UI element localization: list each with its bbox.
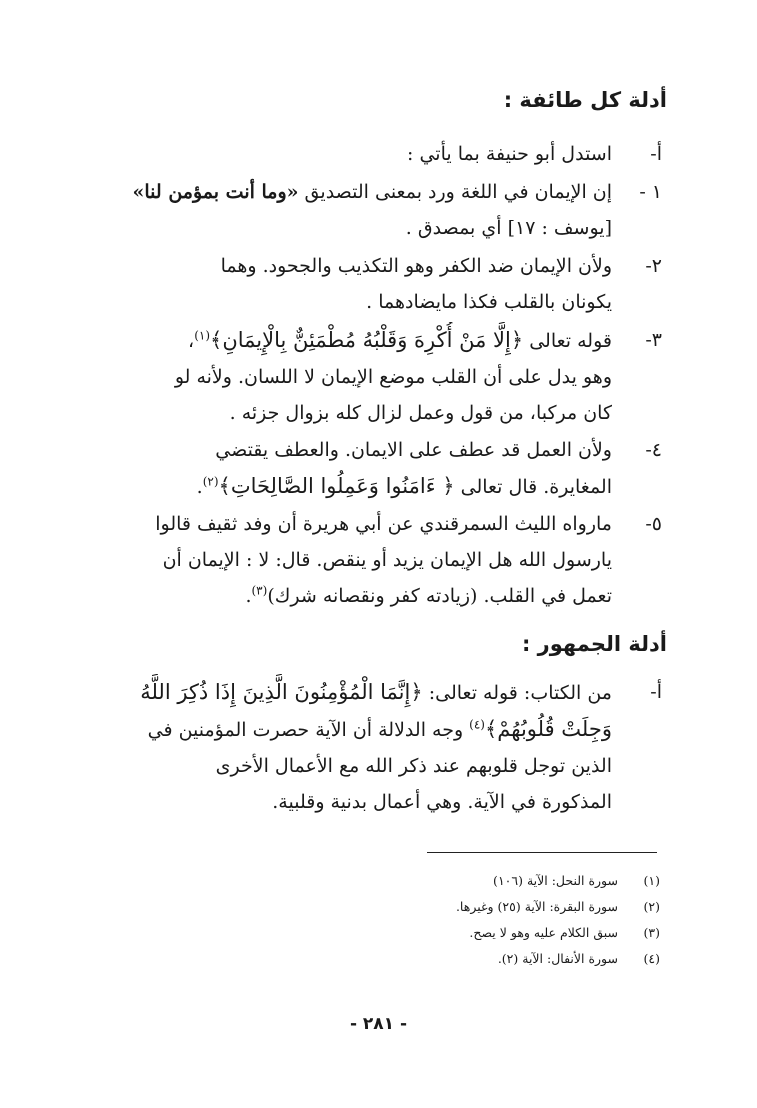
section-heading-evidence-of-each-group: أدلة كل طائفة : [503,88,667,112]
quran-verse: ﴿إِنَّمَا الْمُؤْمِنُونَ الَّذِينَ إِذَا ذُكِرَ اللَّهُ [140,680,423,704]
footnote-4: (٤) سورة الأنفال: الآية (٢). [497,951,660,966]
list-item-4: ٤- ولأن العمل قد عطف على الايمان. والعطف يقتضي المغايرة. قال تعالى ﴿ ءَامَنُوا وَعَمِلُوا الصَّالِحَاتِ﴾$^{(٢)}$. [77,432,662,505]
footnote-3: (٣) سبق الكلام عليه وهو لا يصح. [469,925,660,940]
quran-quote: «وما أنت بمؤمن لنا» [132,181,299,203]
item-number: ٣- [645,329,662,351]
list-item-2: ٢- ولأن الإيمان ضد الكفر وهو التكذيب والجحود. وهما يكونان بالقلب فكذا مايضادهما . [77,248,662,320]
footnotes [310,868,660,972]
footnote-ref: (٢) [202,474,219,489]
quran-verse: وَجِلَتْ قُلُوبُهُمْ﴾ [484,717,612,741]
item-number: ٥- [645,513,662,535]
list-item-5: ٥- مارواه الليث السمرقندي عن أبي هريرة أن وفد ثقيف قالوا يارسول الله هل الإيمان يزيد أو ينقص. قال: لا : الإيمان أن تعمل في القلب. (زيادته كفر ونقصانه شرك)$^{(٣)}$. [77,506,662,614]
list-item-1: ١ - إن الإيمان في اللغة ورد بمعنى التصديق «وما أنت بمؤمن لنا» [يوسف : ١٧] أي بمصدق . [77,174,662,246]
footnote-1: (١) سورة النحل: الآية (١٠٦) [493,873,660,888]
item-marker: أ- [650,681,662,703]
footnote-2: (٢) سورة البقرة: الآية (٢٥) وغيرها. [455,899,660,914]
quran-verse: ﴿ ءَامَنُوا وَعَمِلُوا الصَّالِحَاتِ﴾ [218,474,455,498]
footnote-divider [427,852,657,853]
majority-item-a: أ- من الكتاب: قوله تعالى: ﴿إِنَّمَا الْمُؤْمِنُونَ الَّذِينَ إِذَا ذُكِرَ اللَّهُ وَجِلَتْ قُلُوبُهُمْ﴾$^{(٤)}$ وجه الدلالة أن الآية حصرت المؤمنين في الذين توجل قلوبهم عند ذكر الله مع الأعمال الأخرى المذكورة في الآية. وهي أعمال بدنية وقلبية. [77,674,662,820]
list-item-3: ٣- قوله تعالى ﴿إِلَّا مَنْ أُكْرِهَ وَقَلْبُهُ مُطْمَئِنٌّ بِالْإِيمَانِ﴾$^{(١)}$، وهو يدل على أن القلب موضع الإيمان لا اللسان. ولأنه لو كان مركبا، من قول وعمل لزال كله بزوال جزئه . [77,322,662,431]
section-heading-majority-evidence: أدلة الجمهور : [521,632,667,656]
quran-verse: ﴿إِلَّا مَنْ أُكْرِهَ وَقَلْبُهُ مُطْمَئِنٌّ بِالْإِيمَانِ﴾ [210,328,524,352]
item-number: ٤- [645,439,662,461]
sub-marker: أ- [650,143,662,165]
footnote-ref: (٣) [251,583,268,598]
item-number: ٢- [645,255,662,277]
footnote-ref: (٤) [469,717,485,732]
sub-intro-abu-hanifa: أ- استدل أبو حنيفة بما يأتي : [77,136,662,172]
page-number: - ٢٨١ - [349,1014,408,1034]
footnote-ref: (١) [194,328,211,343]
item-number: ١ - [639,181,662,203]
